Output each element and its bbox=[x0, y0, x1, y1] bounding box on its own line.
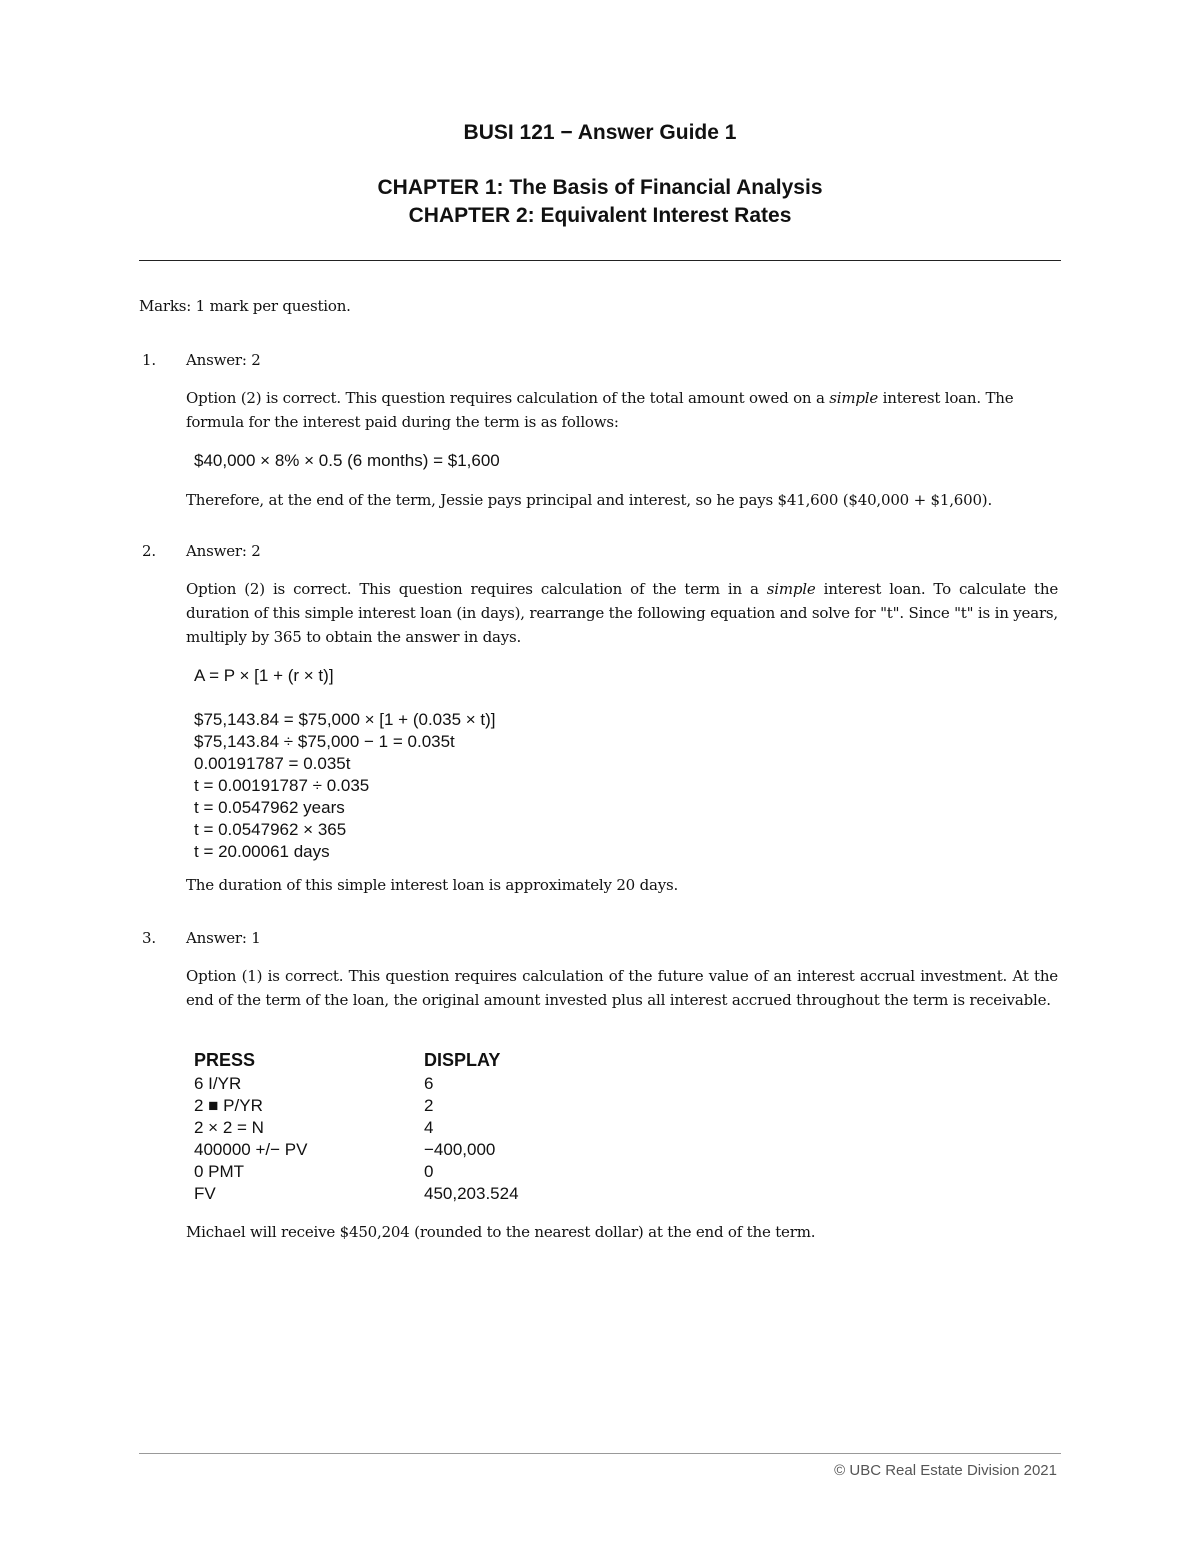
calculation-step: t = 20.00061 days bbox=[194, 842, 330, 861]
press-cell: 2 ■ P/YR bbox=[194, 1096, 263, 1115]
table-row bbox=[194, 1162, 694, 1184]
calculation-step: t = 0.0547962 years bbox=[194, 798, 345, 817]
question-3-number: 3. bbox=[142, 929, 156, 947]
press-cell: 2 × 2 = N bbox=[194, 1118, 264, 1137]
question-2-steps bbox=[194, 709, 496, 863]
display-cell: 4 bbox=[424, 1118, 434, 1137]
display-cell: 6 bbox=[424, 1074, 434, 1093]
display-column-header: DISPLAY bbox=[424, 1050, 501, 1070]
marks-note: Marks: 1 mark per question. bbox=[139, 297, 351, 315]
calculation-step: t = 0.0547962 × 365 bbox=[194, 820, 347, 839]
press-cell: 0 PMT bbox=[194, 1162, 245, 1181]
table-row bbox=[194, 1074, 694, 1096]
calculation-step: t = 0.00191787 ÷ 0.035 bbox=[194, 776, 370, 795]
simple-emphasis: simple bbox=[829, 389, 879, 407]
display-cell: 450,203.524 bbox=[424, 1184, 519, 1203]
chapter-1-heading: CHAPTER 1: The Basis of Financial Analysis bbox=[377, 176, 823, 199]
display-cell: 0 bbox=[424, 1162, 434, 1181]
press-cell: 400000 +/− PV bbox=[194, 1140, 308, 1159]
question-2-number: 2. bbox=[142, 542, 156, 560]
question-1-number: 1. bbox=[142, 351, 156, 369]
simple-emphasis: simple bbox=[766, 580, 816, 598]
calculation-step: $75,143.84 ÷ $75,000 − 1 = 0.035t bbox=[194, 732, 455, 751]
press-cell: 6 I/YR bbox=[194, 1074, 242, 1093]
table-row bbox=[194, 1118, 694, 1140]
question-1-formula: $40,000 × 8% × 0.5 (6 months) = $1,600 bbox=[194, 451, 500, 470]
copyright-footer: © UBC Real Estate Division 2021 bbox=[834, 1462, 1057, 1479]
display-cell: −400,000 bbox=[424, 1140, 496, 1159]
table-row bbox=[194, 1096, 694, 1118]
question-2-formula: A = P × [1 + (r × t)] bbox=[194, 666, 334, 685]
question-1-conclusion: Therefore, at the end of the term, Jessie pays principal and interest, so he pays $41,600 ($40,000 + $1,600). bbox=[186, 491, 993, 509]
question-1-answer: Answer: 2 bbox=[186, 351, 261, 369]
question-3-answer: Answer: 1 bbox=[186, 929, 261, 947]
table-row bbox=[194, 1184, 694, 1206]
question-2-conclusion: The duration of this simple interest loan is approximately 20 days. bbox=[186, 876, 679, 894]
document-title: BUSI 121 − Answer Guide 1 bbox=[463, 121, 737, 144]
question-3-explanation: Option (1) is correct. This question requires calculation of the future value of an interest accrual investment. At the end of the term of the loan, the original amount invested plus all interest accrued throughout the term is receivable. bbox=[186, 967, 1058, 1009]
question-3-conclusion: Michael will receive $450,204 (rounded to the nearest dollar) at the end of the term. bbox=[186, 1223, 816, 1241]
calculation-step: 0.00191787 = 0.035t bbox=[194, 754, 351, 773]
display-cell: 2 bbox=[424, 1096, 434, 1115]
press-cell: FV bbox=[194, 1184, 216, 1203]
header-divider bbox=[139, 260, 1061, 261]
table-header-row bbox=[194, 1050, 694, 1074]
footer-divider bbox=[139, 1453, 1061, 1454]
calculator-keystroke-table bbox=[194, 1050, 694, 1206]
press-column-header: PRESS bbox=[194, 1050, 256, 1070]
question-2-answer: Answer: 2 bbox=[186, 542, 261, 560]
question-2-explanation: Option (2) is correct. This question requires calculation of the term in a simple interest loan. To calculate the duration of this simple interest loan (in days), rearrange the following equation and solve for "t". Since "t" is in years, multiply by 365 to obtain the answer in days. bbox=[186, 580, 1058, 646]
table-row bbox=[194, 1140, 694, 1162]
chapter-2-heading: CHAPTER 2: Equivalent Interest Rates bbox=[408, 204, 792, 227]
calculation-step: $75,143.84 = $75,000 × [1 + (0.035 × t)] bbox=[194, 710, 496, 729]
question-1-explanation: Option (2) is correct. This question requires calculation of the total amount owed on a simple interest loan. The formula for the interest paid during the term is as follows: bbox=[186, 389, 1014, 431]
